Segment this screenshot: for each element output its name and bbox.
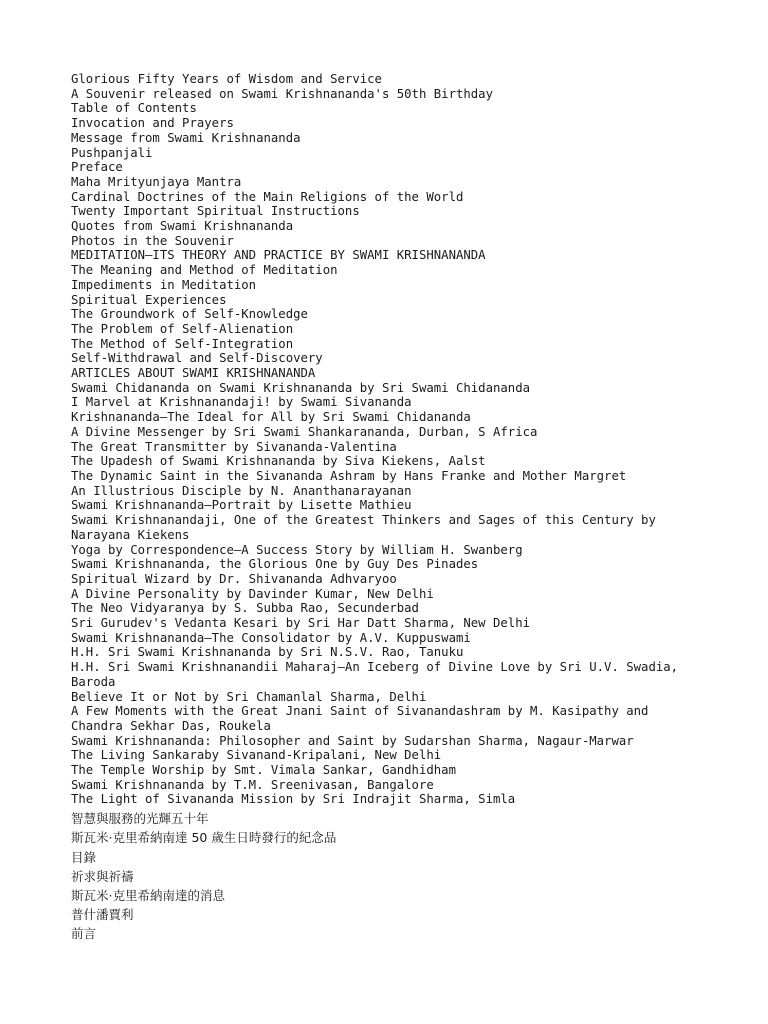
chinese-toc-entry: 祈求與祈禱	[71, 868, 134, 884]
toc-entry: Spiritual Wizard by Dr. Shivananda Adhvaryoo	[71, 571, 397, 586]
toc-entry: A Divine Messenger by Sri Swami Shankarananda, Durban, S Africa	[71, 424, 538, 439]
section-heading: MEDITATION—ITS THEORY AND PRACTICE BY SWAMI KRISHNANANDA	[71, 248, 486, 263]
toc-entry: Baroda	[71, 674, 116, 689]
doc-title: Glorious Fifty Years of Wisdom and Service	[71, 72, 382, 86]
toc-entry: The Meaning and Method of Meditation	[71, 263, 338, 278]
document-page	[71, 72, 751, 944]
toc-heading: Table of Contents	[71, 101, 197, 116]
toc-entry: Preface	[71, 160, 123, 175]
toc-entry: Swami Krishnananda, the Glorious One by Guy Des Pinades	[71, 557, 479, 572]
toc-entry: The Groundwork of Self-Knowledge	[71, 307, 308, 322]
toc-entry: Twenty Important Spiritual Instructions	[71, 204, 360, 219]
chinese-toc-entry: 前言	[71, 926, 97, 942]
toc-entry: The Upadesh of Swami Krishnananda by Siva Kiekens, Aalst	[71, 454, 486, 469]
doc-subtitle: A Souvenir released on Swami Krishnananda's 50th Birthday	[71, 86, 493, 101]
toc-entry: Quotes from Swami Krishnananda	[71, 219, 294, 234]
toc-entry: Pushpanjali	[71, 145, 153, 160]
toc-entry: H.H. Sri Swami Krishnananda by Sri N.S.V. Rao, Tanuku	[71, 645, 464, 660]
toc-entry: I Marvel at Krishnanandaji! by Swami Sivananda	[71, 395, 412, 410]
toc-entry: Impediments in Meditation	[71, 277, 257, 292]
toc-entry: Swami Krishnanandaji, One of the Greatest Thinkers and Sages of this Century by	[71, 513, 656, 528]
toc-entry: The Temple Worship by Smt. Vimala Sankar, Gandhidham	[71, 763, 456, 778]
toc-entry: Message from Swami Krishnananda	[71, 130, 301, 145]
toc-entry: Spiritual Experiences	[71, 292, 227, 307]
toc-entry: Swami Chidananda on Swami Krishnananda by Sri Swami Chidananda	[71, 380, 531, 395]
toc-entry: The Great Transmitter by Sivananda-Valentina	[71, 439, 397, 454]
toc-entry: Krishnananda—The Ideal for All by Sri Swami Chidananda	[71, 410, 471, 425]
toc-entry: Photos in the Souvenir	[71, 233, 234, 248]
toc-entry: The Dynamic Saint in the Sivananda Ashram by Hans Franke and Mother Margret	[71, 468, 627, 483]
chinese-toc-entry: 普什潘賈利	[71, 907, 134, 923]
toc-entry: A Few Moments with the Great Jnani Saint of Sivanandashram by M. Kasipathy and	[71, 704, 649, 719]
toc-entry: A Divine Personality by Davinder Kumar, New Delhi	[71, 586, 434, 601]
chinese-title: 智慧與服務的光輝五十年	[71, 811, 209, 827]
toc-entry: Invocation and Prayers	[71, 116, 234, 131]
toc-entry: H.H. Sri Swami Krishnanandii Maharaj—An Iceberg of Divine Love by Sri U.V. Swadia,	[71, 660, 679, 675]
toc-entry: The Problem of Self-Alienation	[71, 321, 294, 336]
english-contents	[71, 72, 751, 807]
toc-entry: Swami Krishnananda: Philosopher and Saint by Sudarshan Sharma, Nagaur-Marwar	[71, 733, 634, 748]
toc-entry: Narayana Kiekens	[71, 527, 190, 542]
toc-entry: Swami Krishnananda by T.M. Sreenivasan, Bangalore	[71, 777, 434, 792]
toc-entry: Maha Mrityunjaya Mantra	[71, 174, 242, 189]
toc-entry: Sri Gurudev's Vedanta Kesari by Sri Har Datt Sharma, New Delhi	[71, 616, 531, 631]
chinese-toc-heading: 目錄	[71, 849, 97, 865]
toc-entry: The Light of Sivananda Mission by Sri Indrajit Sharma, Simla	[71, 792, 516, 807]
toc-entry: The Neo Vidyaranya by S. Subba Rao, Secunderbad	[71, 601, 419, 616]
toc-entry: The Method of Self-Integration	[71, 336, 294, 351]
toc-entry: Swami Krishnananda—Portrait by Lisette Mathieu	[71, 498, 412, 513]
section-heading: ARTICLES ABOUT SWAMI KRISHNANANDA	[71, 366, 316, 381]
chinese-toc-entry: 斯瓦米·克里希納南達的消息	[71, 887, 225, 903]
toc-entry: An Illustrious Disciple by N. Ananthanarayanan	[71, 483, 412, 498]
toc-entry: Cardinal Doctrines of the Main Religions of the World	[71, 189, 464, 204]
toc-entry: Yoga by Correspondence—A Success Story by William H. Swanberg	[71, 542, 523, 557]
toc-entry: The Living Sankaraby Sivanand-Kripalani, New Delhi	[71, 748, 442, 763]
toc-entry: Self-Withdrawal and Self-Discovery	[71, 351, 323, 366]
toc-entry: Believe It or Not by Sri Chamanlal Sharma, Delhi	[71, 689, 427, 704]
chinese-contents	[71, 809, 751, 943]
toc-entry: Chandra Sekhar Das, Roukela	[71, 718, 271, 733]
chinese-subtitle: 斯瓦米·克里希納南達 50 歲生日時發行的紀念品	[71, 830, 337, 846]
toc-entry: Swami Krishnananda—The Consolidator by A.V. Kuppuswami	[71, 630, 471, 645]
